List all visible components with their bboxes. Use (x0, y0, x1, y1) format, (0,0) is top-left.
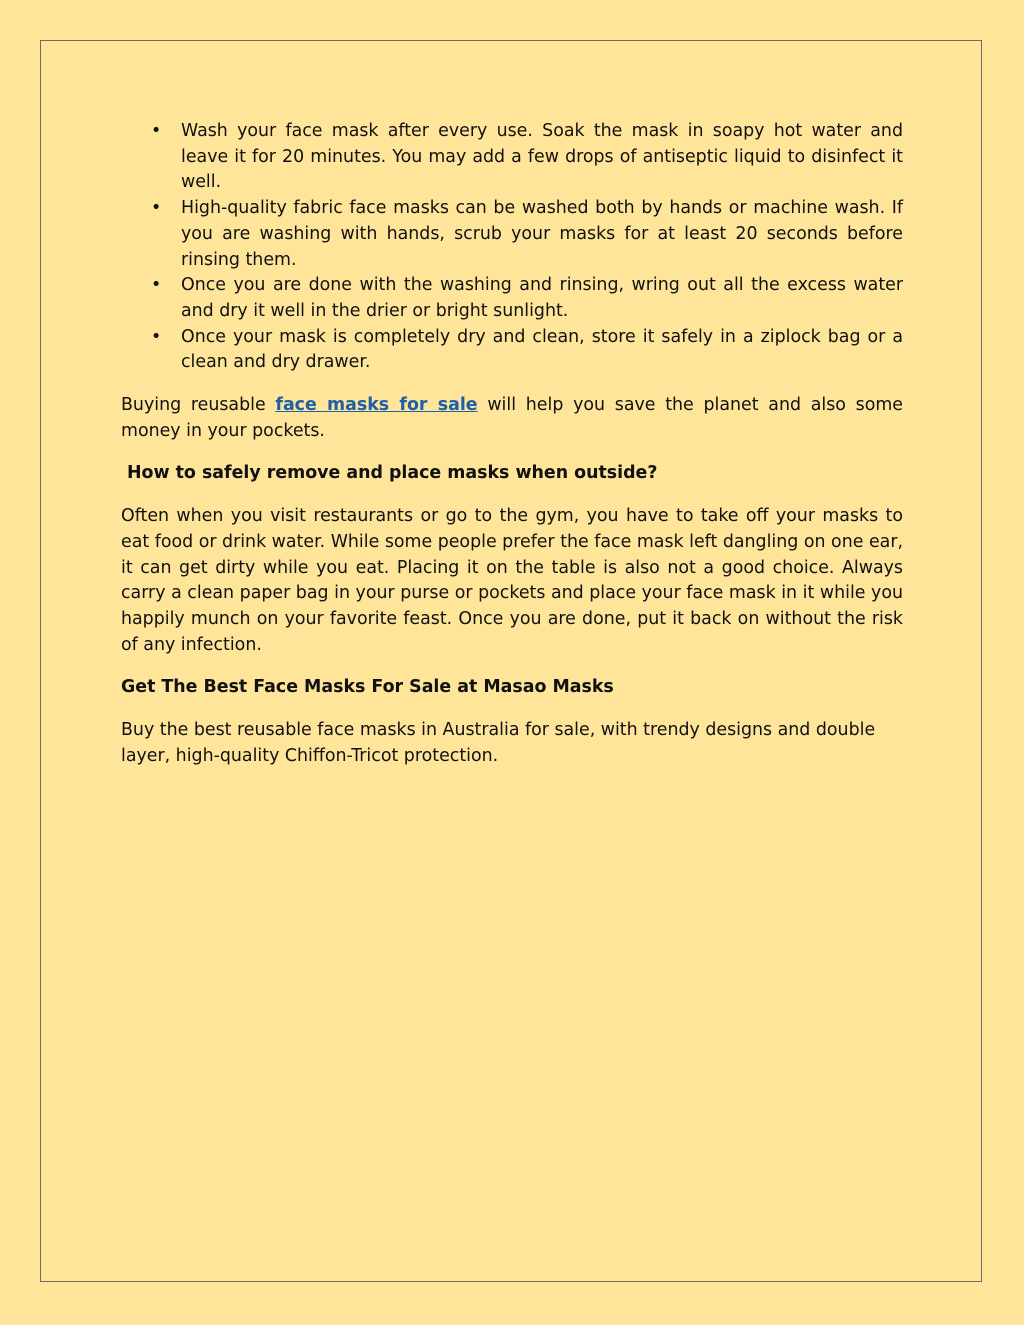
bullet-icon: • (151, 121, 162, 141)
list-item-text: High-quality fabric face masks can be washed both by hands or machine wash. If you are washing with hands, scrub your masks for at least 20 seconds before rinsing them. (181, 198, 903, 270)
bullet-icon: • (151, 275, 162, 296)
buy-best-masks-paragraph: Buy the best reusable face masks in Australia for sale, with trendy designs and double layer, high-quality Chiffon-Tricot protection. (121, 720, 876, 766)
list-item-text: Once you are done with the washing and rinsing, wring out all the excess water and dry it well in the drier or bright sunlight. (181, 275, 903, 321)
list-item (121, 196, 903, 273)
section-heading-remove-masks: How to safely remove and place masks when outside? (127, 463, 658, 484)
list-item-text: Wash your face mask after every use. Soak the mask in soapy hot water and leave it for 20 minutes. You may add a few drops of antiseptic liquid to disinfect it well. (181, 121, 903, 193)
section-heading-best-masks: Get The Best Face Masks For Sale at Masao Masks (121, 677, 614, 698)
buying-text-after: will help you save the planet and also some money in your pockets. (121, 395, 903, 441)
face-masks-for-sale-link[interactable]: face masks for sale (275, 395, 478, 416)
buying-paragraph (121, 393, 903, 444)
care-instructions-list (121, 119, 903, 376)
buying-text-before: Buying reusable (121, 395, 276, 416)
list-item (121, 273, 903, 324)
bullet-icon: • (151, 326, 162, 347)
list-item (121, 119, 903, 196)
outside-masks-paragraph: Often when you visit restaurants or go to the gym, you have to take off your masks to eat food or drink water. While some people prefer the face mask left dangling on one ear, it can get dirty while you eat. Placing it on the table is also not a good choice. Always carry a clean paper bag in your purse or pockets and place your face mask in it while you happily munch on your favorite feast. Once you are done, put it back on without the risk of any infection. (121, 506, 903, 655)
document-body (121, 119, 903, 769)
list-item-text: Once your mask is completely dry and clean, store it safely in a ziplock bag or a clean and dry drawer. (181, 326, 903, 373)
bullet-icon: • (151, 198, 162, 219)
list-item (121, 325, 903, 376)
